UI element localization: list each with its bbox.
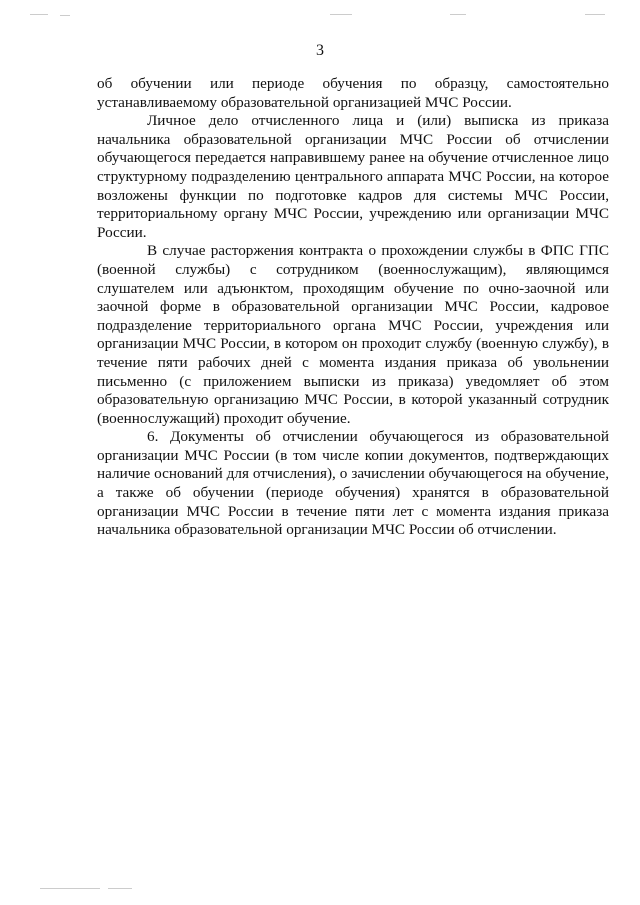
paragraph-contract-termination: В случае расторжения контракта о прохождении службы в ФПС ГПС (военной службы) с сотрудником (военнослужащим), являющимся слушателем или адъюнктом, проходящим обучение по очно-заочной или заочной форме в образовательной организации МЧС России, кадровое подразделение территориального органа МЧС России, учреждения или организации МЧС России, в котором он проходит службу (военную службу), в течение пяти рабочих дней с момента издания приказа об увольнении письменно (с приложением выписки из приказа) уведомляет об этом образовательную организацию МЧС России, в которой указанный сотрудник (военнослужащий) проходит обучение.: [97, 242, 609, 427]
paragraph-clause-6: 6. Документы об отчислении обучающегося из образовательной организации МЧС России (в том числе копии документов, подтверждающих наличие оснований для отчисления), о зачислении обучающегося на обучение, а также об обучении (периоде обучения) хранятся в образовательной организации МЧС России в течение пяти лет с момента издания приказа начальника образовательной организации МЧС России об отчислении.: [97, 428, 609, 539]
scan-artifact: [60, 15, 70, 16]
scan-artifact: [450, 14, 466, 15]
scan-artifact: [30, 14, 48, 15]
document-body: [97, 75, 609, 540]
scan-artifact: [585, 14, 605, 15]
paragraph-continuation: об обучении или периоде обучения по образцу, самостоятельно устанавливаемому образовательной организацией МЧС России.: [97, 75, 609, 111]
scan-artifact: [330, 14, 352, 15]
scan-artifact: [40, 888, 100, 889]
paragraph-personal-file: Личное дело отчисленного лица и (или) выписка из приказа начальника образовательной организации МЧС России об отчислении обучающегося передается направившему ранее на обучение отчисленное лицо структурному подразделению центрального аппарата МЧС России, на которое возложены функции по подготовке кадров для системы МЧС России, территориальному органу МЧС России, учреждению или организации МЧС России.: [97, 112, 609, 241]
scan-artifact: [108, 888, 132, 889]
page-number: 3: [316, 42, 324, 59]
